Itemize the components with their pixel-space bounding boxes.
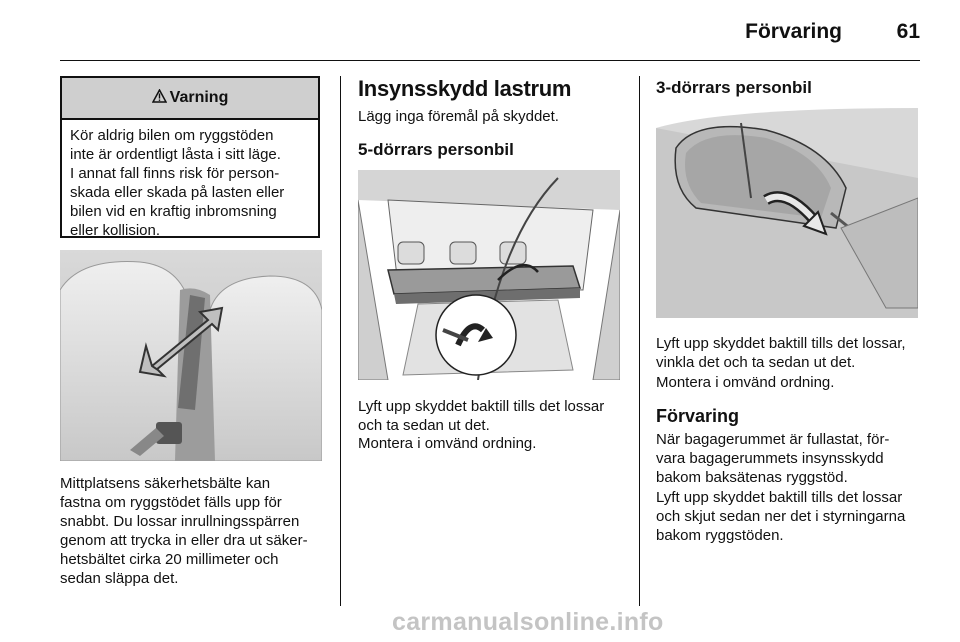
warning-line: I annat fall finns risk för person- (70, 165, 280, 182)
reinstall-text-3-door: Montera i omvänd ordning. (656, 374, 835, 391)
step-paragraph-5-door (358, 397, 633, 435)
paragraph-line: och ta sedan ut det. (358, 417, 490, 434)
warning-triangle-icon (152, 89, 167, 108)
storage-paragraph-2 (656, 488, 931, 545)
column-divider-1 (340, 76, 341, 606)
warning-line: Kör aldrig bilen om ryggstöden (70, 127, 274, 144)
warning-line: skada eller skada på lasten eller (70, 184, 285, 201)
section-heading: Insynsskydd lastrum (358, 76, 572, 101)
intro-text: Lägg inga föremål på skyddet. (358, 108, 559, 125)
paragraph-line: och skjut sedan ner det i styrningarna (656, 508, 906, 525)
page-header-title: Förvaring (745, 20, 842, 43)
paragraph-line: vinkla det och ta sedan ut det. (656, 354, 856, 371)
warning-line: bilen vid en kraftig inbromsning (70, 203, 277, 220)
paragraph-line: Lyft upp skyddet baktill tills det lossar (656, 489, 903, 506)
warning-title: Varning (169, 89, 229, 106)
paragraph-line: Mittplatsens säkerhetsbälte kan (60, 475, 271, 492)
step-paragraph-3-door (656, 334, 926, 372)
paragraph-line: hetsbältet cirka 20 millimeter och (60, 551, 279, 568)
warning-header (62, 78, 318, 120)
column-divider-2 (639, 76, 640, 606)
subheading-3-door: 3-dörrars personbil (656, 78, 812, 97)
paragraph-line: snabbt. Du lossar inrullningsspärren (60, 513, 300, 530)
paragraph-line: vara bagagerummets insynsskydd (656, 450, 884, 467)
paragraph-line: genom att trycka in eller dra ut säker- (60, 532, 308, 549)
cargo-cover-3-door-illustration (656, 108, 918, 318)
storage-heading: Förvaring (656, 406, 740, 426)
warning-text (62, 120, 318, 240)
paragraph-line: fastna om ryggstödet fälls upp för (60, 494, 282, 511)
watermark: carmanualsonline.info (392, 608, 664, 636)
warning-line: eller kollision. (70, 222, 161, 239)
seatbelt-paragraph (60, 474, 335, 588)
warning-line: inte är ordentligt låsta i sitt läge. (70, 146, 281, 163)
warning-box (60, 76, 320, 238)
subheading-5-door: 5-dörrars personbil (358, 140, 514, 159)
seatbelt-illustration (60, 250, 322, 461)
paragraph-line: När bagagerummet är fullastat, för- (656, 431, 890, 448)
header-rule (60, 60, 920, 61)
paragraph-line: Lyft upp skyddet baktill tills det lossar (358, 398, 605, 415)
storage-paragraph (656, 430, 926, 487)
paragraph-line: bakom ryggstöden. (656, 527, 784, 544)
reinstall-text-5-door: Montera i omvänd ordning. (358, 435, 537, 452)
page-number: 61 (896, 20, 920, 43)
paragraph-line: Lyft upp skyddet baktill tills det lossar, (656, 335, 906, 352)
paragraph-line: sedan släppa det. (60, 570, 179, 587)
paragraph-line: bakom baksätenas ryggstöd. (656, 469, 848, 486)
cargo-cover-5-door-illustration (358, 170, 620, 380)
